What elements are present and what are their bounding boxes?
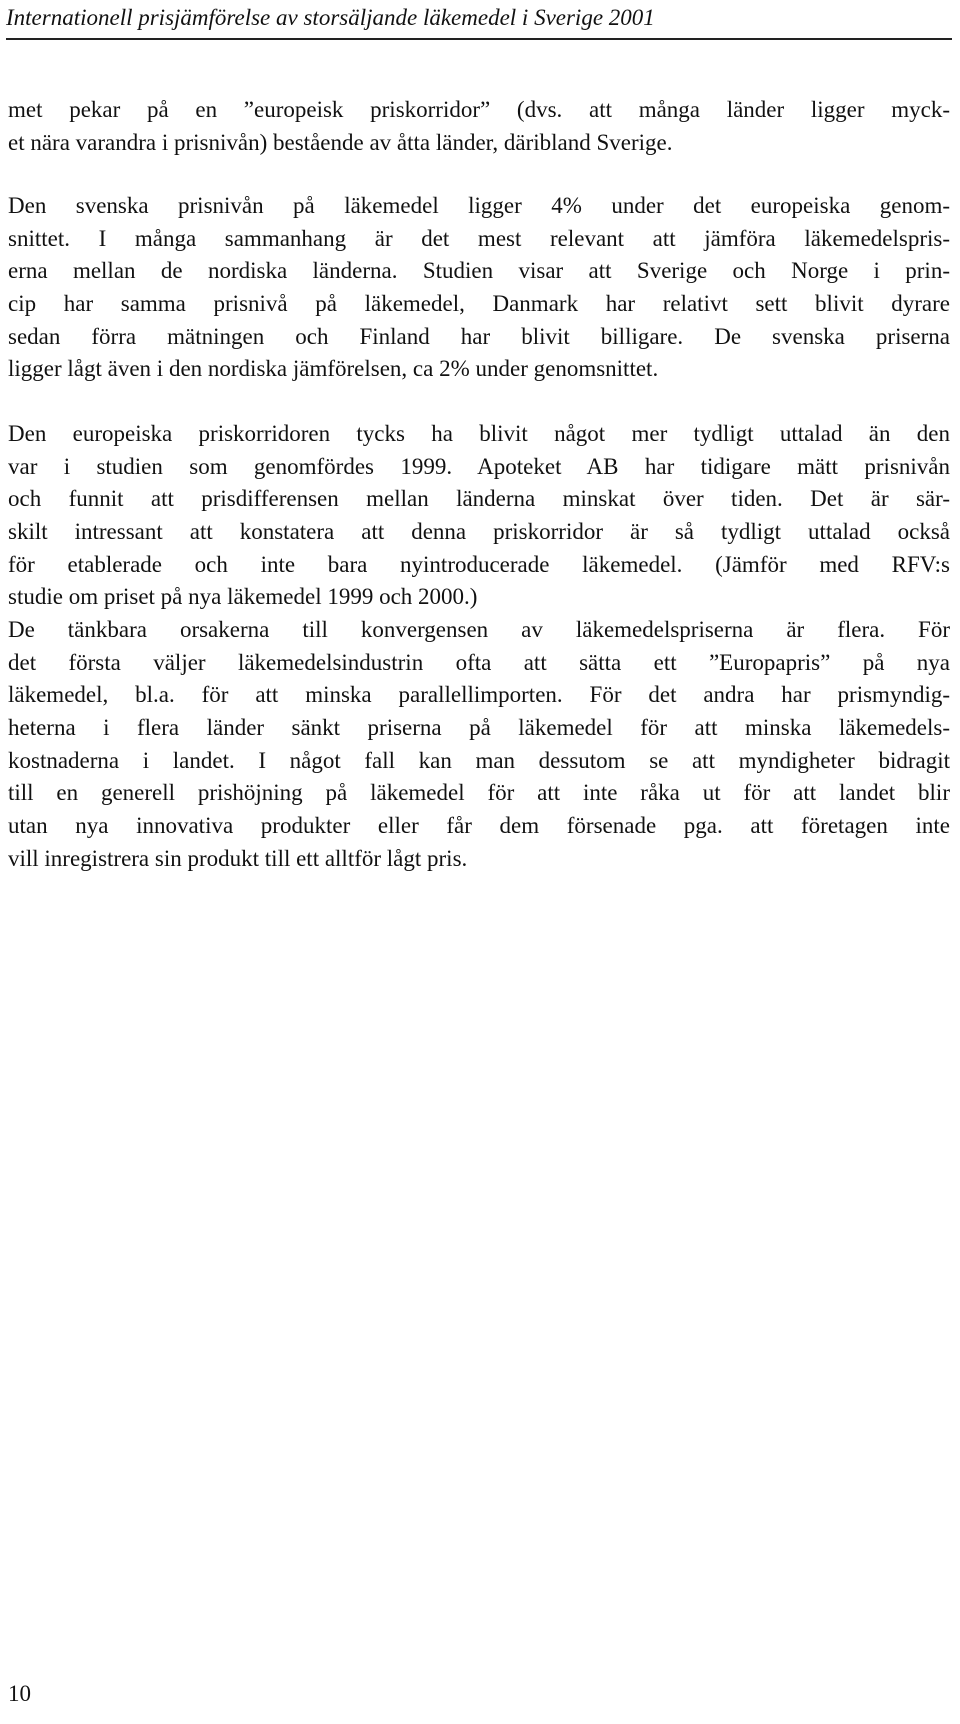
text-line: det första väljer läkemedelsindustrin ofta att sätta ett ”Europapris” på nya bbox=[8, 649, 950, 675]
text-line: erna mellan de nordiska länderna. Studien visar att Sverige och Norge i prin- bbox=[8, 258, 950, 284]
text-line: var i studien som genomfördes 1999. Apoteket AB har tidigare mätt prisnivån bbox=[8, 453, 950, 479]
document-title: Internationell prisjämförelse av storsäljande läkemedel i Sverige 2001 bbox=[6, 5, 655, 30]
page-number: 10 bbox=[8, 1681, 31, 1706]
text-line: cip har samma prisnivå på läkemedel, Danmark har relativt sett blivit dyrare bbox=[8, 291, 950, 317]
text-line: vill inregistrera sin produkt till ett alltför lågt pris. bbox=[8, 845, 468, 871]
text-line: heterna i flera länder sänkt priserna på läkemedel för att minska läkemedels- bbox=[8, 715, 950, 741]
text-line: De tänkbara orsakerna till konvergensen av läkemedelspriserna är flera. För bbox=[8, 617, 950, 642]
text-line: met pekar på en ”europeisk priskorridor” (dvs. att många länder ligger myck- bbox=[8, 97, 950, 122]
paragraph-4 bbox=[8, 614, 950, 876]
paragraph-1 bbox=[8, 94, 950, 159]
text-line: Den svenska prisnivån på läkemedel ligger 4% under det europeiska genom- bbox=[8, 193, 950, 218]
text-line: skilt intressant att konstatera att denna priskorridor är så tydligt uttalad också bbox=[8, 519, 950, 545]
text-line: Den europeiska priskorridoren tycks ha blivit något mer tydligt uttalad än den bbox=[8, 421, 950, 446]
running-header bbox=[6, 0, 952, 40]
text-line: till en generell prishöjning på läkemedel för att inte råka ut för att landet blir bbox=[8, 780, 950, 806]
text-line: läkemedel, bl.a. för att minska parallellimporten. För det andra har prismyndig- bbox=[8, 682, 950, 708]
text-line: kostnaderna i landet. I något fall kan man dessutom se att myndigheter bidragit bbox=[8, 747, 950, 773]
text-line: för etablerade och inte bara nyintroducerade läkemedel. (Jämför med RFV:s bbox=[8, 551, 950, 577]
paragraph-2 bbox=[8, 190, 950, 386]
text-line: snittet. I många sammanhang är det mest relevant att jämföra läkemedelspris- bbox=[8, 225, 950, 251]
text-line: studie om priset på nya läkemedel 1999 och 2000.) bbox=[8, 584, 478, 610]
text-line: och funnit att prisdifferensen mellan länderna minskat över tiden. Det är sär- bbox=[8, 486, 950, 512]
text-line: et nära varandra i prisnivån) bestående av åtta länder, däribland Sverige. bbox=[8, 129, 673, 155]
text-line: sedan förra mätningen och Finland har blivit billigare. De svenska priserna bbox=[8, 323, 950, 349]
text-line: utan nya innovativa produkter eller får dem försenade pga. att företagen inte bbox=[8, 813, 950, 839]
text-line: ligger lågt även i den nordiska jämförelsen, ca 2% under genomsnittet. bbox=[8, 356, 659, 382]
paragraph-3 bbox=[8, 418, 950, 614]
